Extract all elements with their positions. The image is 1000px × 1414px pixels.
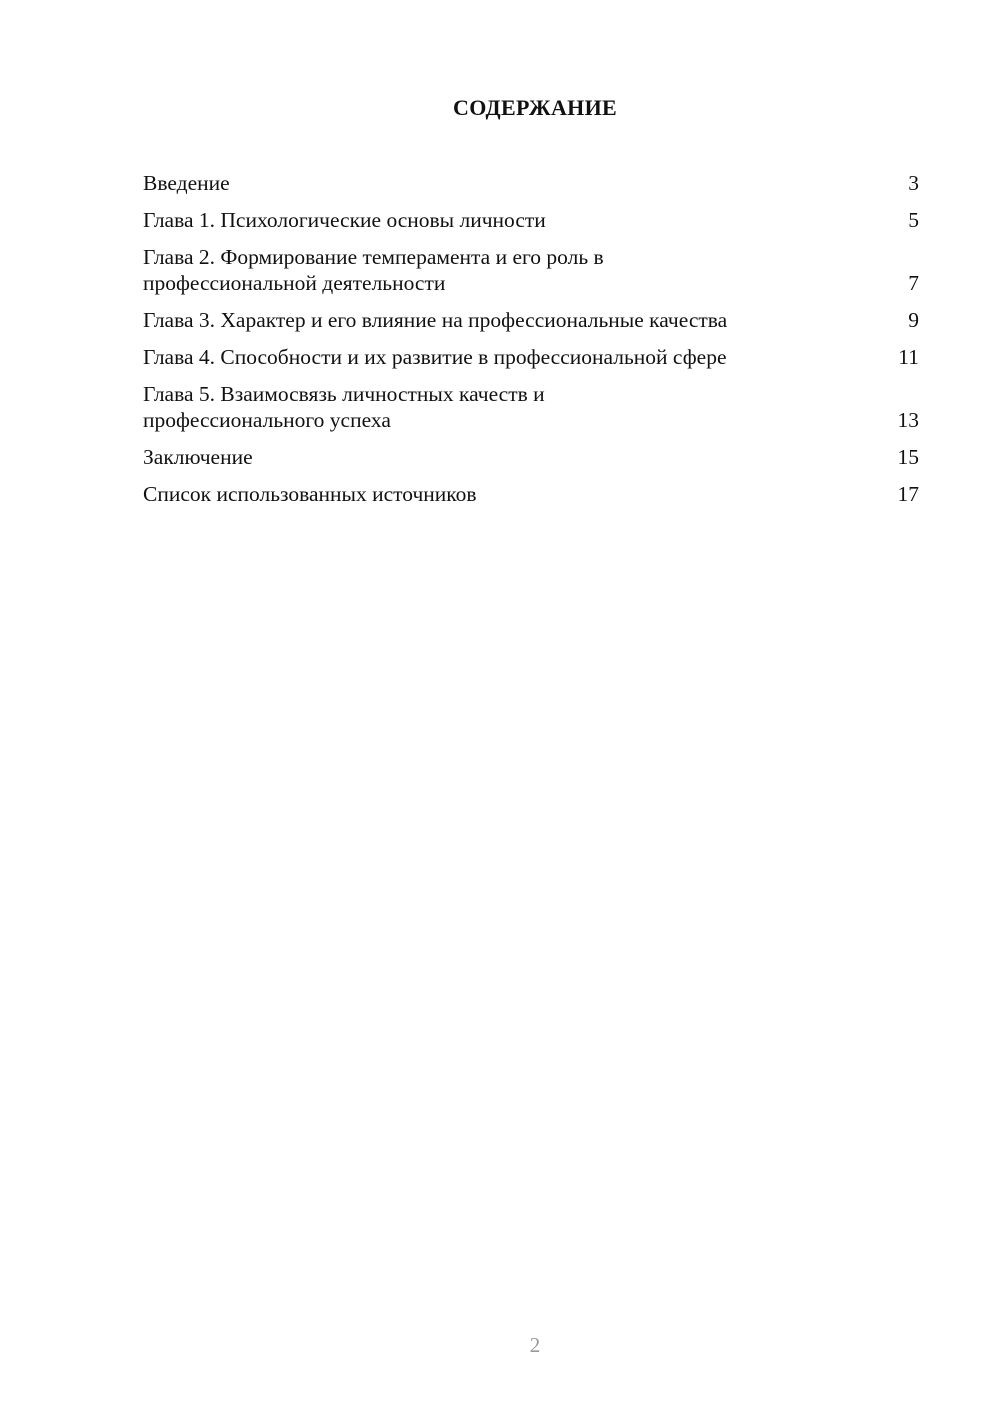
toc-entry-chapter-3 (143, 307, 919, 333)
toc-entry-title: Глава 2. Формирование темперамента и его роль в профессиональной деятельности (143, 245, 604, 295)
toc-entry-page: 15 (897, 445, 919, 469)
table-of-contents (143, 170, 919, 518)
page-number: 2 (529, 1333, 541, 1357)
toc-entry-page: 13 (897, 408, 919, 432)
toc-entry-title: Заключение (143, 445, 253, 469)
toc-entry-title: Глава 4. Способности и их развитие в профессиональной сфере (143, 345, 727, 369)
toc-entry-page: 11 (898, 345, 919, 369)
toc-entry-conclusion (143, 444, 919, 470)
toc-entry-chapter-5 (143, 381, 919, 433)
toc-entry-page: 17 (897, 482, 919, 506)
toc-entry-title: Глава 1. Психологические основы личности (143, 208, 546, 232)
toc-entry-chapter-2 (143, 244, 919, 296)
toc-entry-chapter-4 (143, 344, 919, 370)
toc-entry-page: 7 (908, 271, 919, 295)
page-title: СОДЕРЖАНИЕ (453, 95, 617, 120)
toc-entry-page: 9 (908, 308, 919, 332)
toc-entry-title: Глава 5. Взаимосвязь личностных качеств и профессионального успеха (143, 382, 545, 432)
toc-entry-references (143, 481, 919, 507)
toc-entry-title: Список использованных источников (143, 482, 477, 506)
toc-entry-page: 5 (908, 208, 919, 232)
toc-entry-chapter-1 (143, 207, 919, 233)
toc-entry-title: Введение (143, 171, 230, 195)
toc-entry-title: Глава 3. Характер и его влияние на профессиональные качества (143, 308, 728, 332)
toc-entry-introduction (143, 170, 919, 196)
toc-entry-page: 3 (908, 171, 919, 195)
